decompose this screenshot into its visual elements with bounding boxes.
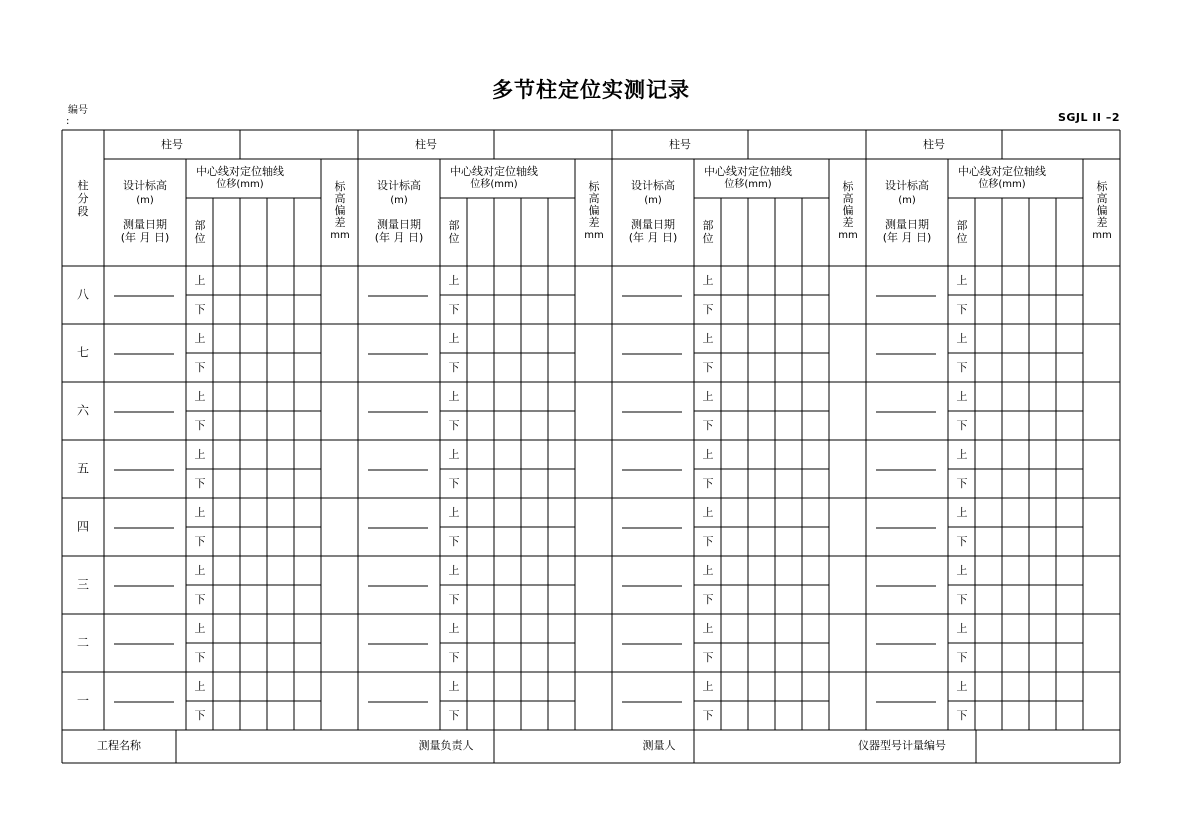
lower-label: 下: [702, 419, 714, 432]
segment-label: 六: [76, 403, 90, 418]
elevation-deviation-label-char: 高: [842, 192, 854, 205]
lower-label: 下: [194, 477, 206, 490]
offset-unit-label: 位移(mm): [216, 179, 264, 190]
elevation-deviation-label-char: 高: [588, 192, 600, 205]
offset-label: 中心线对定位轴线: [196, 165, 284, 178]
upper-label: 上: [956, 564, 968, 577]
upper-label: 上: [702, 332, 714, 345]
upper-label: 上: [194, 506, 206, 519]
design-elevation-unit: (m): [644, 195, 662, 206]
measurement-date-format: (年 月 日): [628, 231, 678, 244]
lower-label: 下: [702, 593, 714, 606]
part-label-char: 位: [194, 232, 206, 245]
upper-label: 上: [448, 332, 460, 345]
elevation-deviation-label-char: 差: [842, 216, 854, 229]
project-name-label: 工程名称: [97, 739, 141, 752]
part-label-char: 部: [956, 219, 968, 232]
part-label-char: 部: [702, 219, 714, 232]
upper-label: 上: [702, 506, 714, 519]
lower-label: 下: [956, 419, 968, 432]
column-number-label: 柱号: [161, 138, 183, 151]
elevation-deviation-label-char: 差: [334, 216, 346, 229]
design-elevation-unit: (m): [136, 195, 154, 206]
measurement-date-format: (年 月 日): [882, 231, 932, 244]
upper-label: 上: [194, 680, 206, 693]
segment-label: 五: [76, 461, 90, 476]
lower-label: 下: [448, 651, 460, 664]
upper-label: 上: [702, 274, 714, 287]
upper-label: 上: [956, 448, 968, 461]
offset-label: 中心线对定位轴线: [958, 165, 1046, 178]
survey-lead-label: 测量负责人: [418, 739, 474, 752]
elevation-deviation-label-char: mm: [584, 230, 604, 241]
lower-label: 下: [956, 535, 968, 548]
lower-label: 下: [702, 651, 714, 664]
elevation-deviation-label-char: 高: [1096, 192, 1108, 205]
offset-unit-label: 位移(mm): [978, 179, 1026, 190]
design-elevation-label: 设计标高: [377, 179, 421, 192]
serial-number-colon: :: [66, 116, 70, 127]
document-title: 多节柱定位实测记录: [492, 78, 690, 102]
column-number-label: 柱号: [415, 138, 437, 151]
part-label-char: 部: [448, 219, 460, 232]
lower-label: 下: [956, 303, 968, 316]
lower-label: 下: [956, 361, 968, 374]
lower-label: 下: [448, 593, 460, 606]
elevation-deviation-label-char: 标: [588, 180, 600, 193]
upper-label: 上: [194, 564, 206, 577]
upper-label: 上: [702, 390, 714, 403]
lower-label: 下: [702, 477, 714, 490]
upper-label: 上: [448, 274, 460, 287]
upper-label: 上: [956, 506, 968, 519]
lower-label: 下: [702, 361, 714, 374]
lower-label: 下: [448, 303, 460, 316]
measurement-date-format: (年 月 日): [120, 231, 170, 244]
elevation-deviation-label-char: 偏: [1096, 204, 1108, 217]
elevation-deviation-label-char: 高: [334, 192, 346, 205]
design-elevation-label: 设计标高: [885, 179, 929, 192]
instrument-id-label: 仪器型号计量编号: [858, 739, 946, 752]
upper-label: 上: [702, 564, 714, 577]
measurement-date-label: 测量日期: [377, 218, 421, 231]
segment-label: 四: [76, 519, 90, 534]
upper-label: 上: [956, 332, 968, 345]
upper-label: 上: [702, 680, 714, 693]
elevation-deviation-label-char: 偏: [588, 204, 600, 217]
lower-label: 下: [194, 535, 206, 548]
lower-label: 下: [194, 303, 206, 316]
elevation-deviation-label-char: mm: [330, 230, 350, 241]
offset-unit-label: 位移(mm): [724, 179, 772, 190]
offset-label: 中心线对定位轴线: [704, 165, 792, 178]
upper-label: 上: [702, 622, 714, 635]
design-elevation-label: 设计标高: [631, 179, 675, 192]
upper-label: 上: [448, 622, 460, 635]
elevation-deviation-label-char: 偏: [334, 204, 346, 217]
segment-label: 二: [76, 635, 90, 650]
lower-label: 下: [702, 535, 714, 548]
segment-label: 一: [76, 693, 90, 708]
upper-label: 上: [448, 448, 460, 461]
upper-label: 上: [194, 274, 206, 287]
lower-label: 下: [448, 709, 460, 722]
upper-label: 上: [448, 564, 460, 577]
segment-header-char: 分: [77, 192, 89, 205]
part-label-char: 位: [702, 232, 714, 245]
upper-label: 上: [448, 390, 460, 403]
upper-label: 上: [448, 506, 460, 519]
lower-label: 下: [448, 477, 460, 490]
part-label-char: 位: [956, 232, 968, 245]
upper-label: 上: [702, 448, 714, 461]
measurement-date-label: 测量日期: [123, 218, 167, 231]
elevation-deviation-label-char: 标: [842, 180, 854, 193]
segment-header-char: 柱: [77, 179, 89, 192]
upper-label: 上: [956, 680, 968, 693]
segment-label: 三: [76, 577, 90, 592]
elevation-deviation-label-char: mm: [838, 230, 858, 241]
upper-label: 上: [956, 274, 968, 287]
measurement-date-label: 测量日期: [885, 218, 929, 231]
lower-label: 下: [956, 477, 968, 490]
upper-label: 上: [194, 390, 206, 403]
form-code: SGJL II –2: [1057, 111, 1120, 124]
lower-label: 下: [194, 651, 206, 664]
measurement-date-format: (年 月 日): [374, 231, 424, 244]
upper-label: 上: [194, 622, 206, 635]
segment-label: 七: [76, 345, 90, 360]
surveyor-label: 测量人: [642, 739, 676, 752]
measurement-date-label: 测量日期: [631, 218, 675, 231]
elevation-deviation-label-char: 标: [334, 180, 346, 193]
column-number-label: 柱号: [923, 138, 945, 151]
design-elevation-unit: (m): [390, 195, 408, 206]
design-elevation-label: 设计标高: [123, 179, 167, 192]
upper-label: 上: [956, 390, 968, 403]
design-elevation-unit: (m): [898, 195, 916, 206]
upper-label: 上: [956, 622, 968, 635]
elevation-deviation-label-char: 差: [1096, 216, 1108, 229]
elevation-deviation-label-char: mm: [1092, 230, 1112, 241]
lower-label: 下: [194, 361, 206, 374]
lower-label: 下: [956, 593, 968, 606]
elevation-deviation-label-char: 偏: [842, 204, 854, 217]
lower-label: 下: [448, 419, 460, 432]
segment-label: 八: [76, 287, 90, 302]
lower-label: 下: [702, 709, 714, 722]
segment-header-char: 段: [77, 205, 89, 218]
part-label-char: 部: [194, 219, 206, 232]
lower-label: 下: [956, 651, 968, 664]
lower-label: 下: [956, 709, 968, 722]
offset-unit-label: 位移(mm): [470, 179, 518, 190]
lower-label: 下: [194, 709, 206, 722]
upper-label: 上: [194, 448, 206, 461]
lower-label: 下: [448, 535, 460, 548]
lower-label: 下: [194, 593, 206, 606]
lower-label: 下: [448, 361, 460, 374]
elevation-deviation-label-char: 差: [588, 216, 600, 229]
column-number-label: 柱号: [669, 138, 691, 151]
upper-label: 上: [194, 332, 206, 345]
lower-label: 下: [702, 303, 714, 316]
part-label-char: 位: [448, 232, 460, 245]
elevation-deviation-label-char: 标: [1096, 180, 1108, 193]
upper-label: 上: [448, 680, 460, 693]
offset-label: 中心线对定位轴线: [450, 165, 538, 178]
lower-label: 下: [194, 419, 206, 432]
serial-number-label: 编号: [68, 105, 88, 116]
